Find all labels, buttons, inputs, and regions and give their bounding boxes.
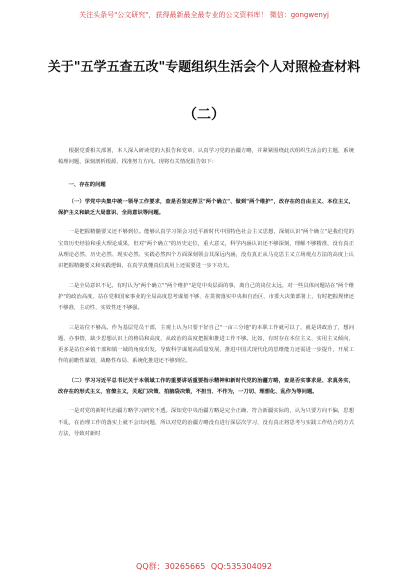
body-paragraph: 一是对党的新时代治疆方略学习研究不透。深知党中央治疆方略是完全正确、符合新疆实际的，认为只要方向不偏，思想不乱，在治理工作的落实上就不会出问题，所以对党的治疆方略没有进行深层次学习，没有真正将思考与实践工作结合的方式方法，导致对新时 [58, 408, 354, 437]
body-paragraph: 三是站位不够高。作为基层党员干部，主观上认为只要干好自己"一亩三分地"的本职工作就可以了，就是讲政治了，想问题、办事情，缺少思想认识上的格局和高度，从政治的高度把握和推进工作不够。比如，有时存在本位主义、实用主义倾向，更多是站位乡镇干部和镇一域的角度出发，导致科学谋划高质量发展、推进中国式现代化的思维能力还需进一步提升，开展工作的前瞻性谋划，战略性布局、系统化推进还不够到位。 [58, 324, 354, 365]
body-paragraph: 二是全局意识不足。有时认为"两个确立""两个维护"是党中央层面的事，离自己的岗位太远，对一些具体问题站在"两个维护"的政治高度、站在党和国家事业的全局高度思考谋划不够，在贯彻落实中央和自治区、市委大决策部署上，有时把握规律还不够准，主动性、实效性还不够强。 [58, 282, 354, 312]
top-banner: 关注头条号"公文研究"，获得最新最全最专业的公文资料库！ 微信：gongwenyj [79, 11, 329, 19]
section-heading: 一、存在的问题 [68, 181, 106, 188]
document-title: 关于"五学五查五改"专题组织生活会个人对照检查材料 [47, 60, 361, 75]
item-heading-1: （一）学党中央集中统一领导工作要求，查是否坚定捍卫"两个确立"、做到"两个维护"，改存在的自由主义、本位主义，保护主义和缺乏大局意识、全局意识等问题。 [58, 198, 354, 217]
part-number: （二） [183, 107, 225, 123]
body-paragraph: 一是把握精髓要义还不够到位。能够认真学习领会习近平新时代中国特色社会主义思想，深刻认识"两个确立"是我们党的宝贵历史经验和重大理论成果，但对"两个确立"的历史定位，重大意义，科学内涵认识还不够深刻，理解不够精准，没有真正从理论必然、历史必然、现实必然、实践必然四个方面深刻领会其深远内涵，没有真正从马克思主义立场观点方法的高度上认识把握精髓要义和实践逻辑，在真学真懂真信真用上还需要进一步下功夫。 [58, 229, 354, 270]
intro-paragraph: 根据党委相关部署，本人深入研读党的大报告和党章，认真学习党的治疆方略，并紧紧围绕此次组织生活会的主题，系统梳理问题，深刻剖析根源，找准努力方向。现将有关情况报告如下： [58, 148, 354, 166]
document-body [58, 146, 354, 448]
item-heading-2: （二）学习习近平总书记关于本领域工作的重要讲话重要指示精神和新时代党的治疆方略，查是否实事求是、求真务实，改存在的形式主义、官僚主义，关起门决策、拍脑袋决策，不担当、不作为，一刀切、理想化、乱作为等问题。 [58, 377, 354, 396]
footer-contact: QQ群：30265665 QQ:535304092 [136, 562, 272, 571]
